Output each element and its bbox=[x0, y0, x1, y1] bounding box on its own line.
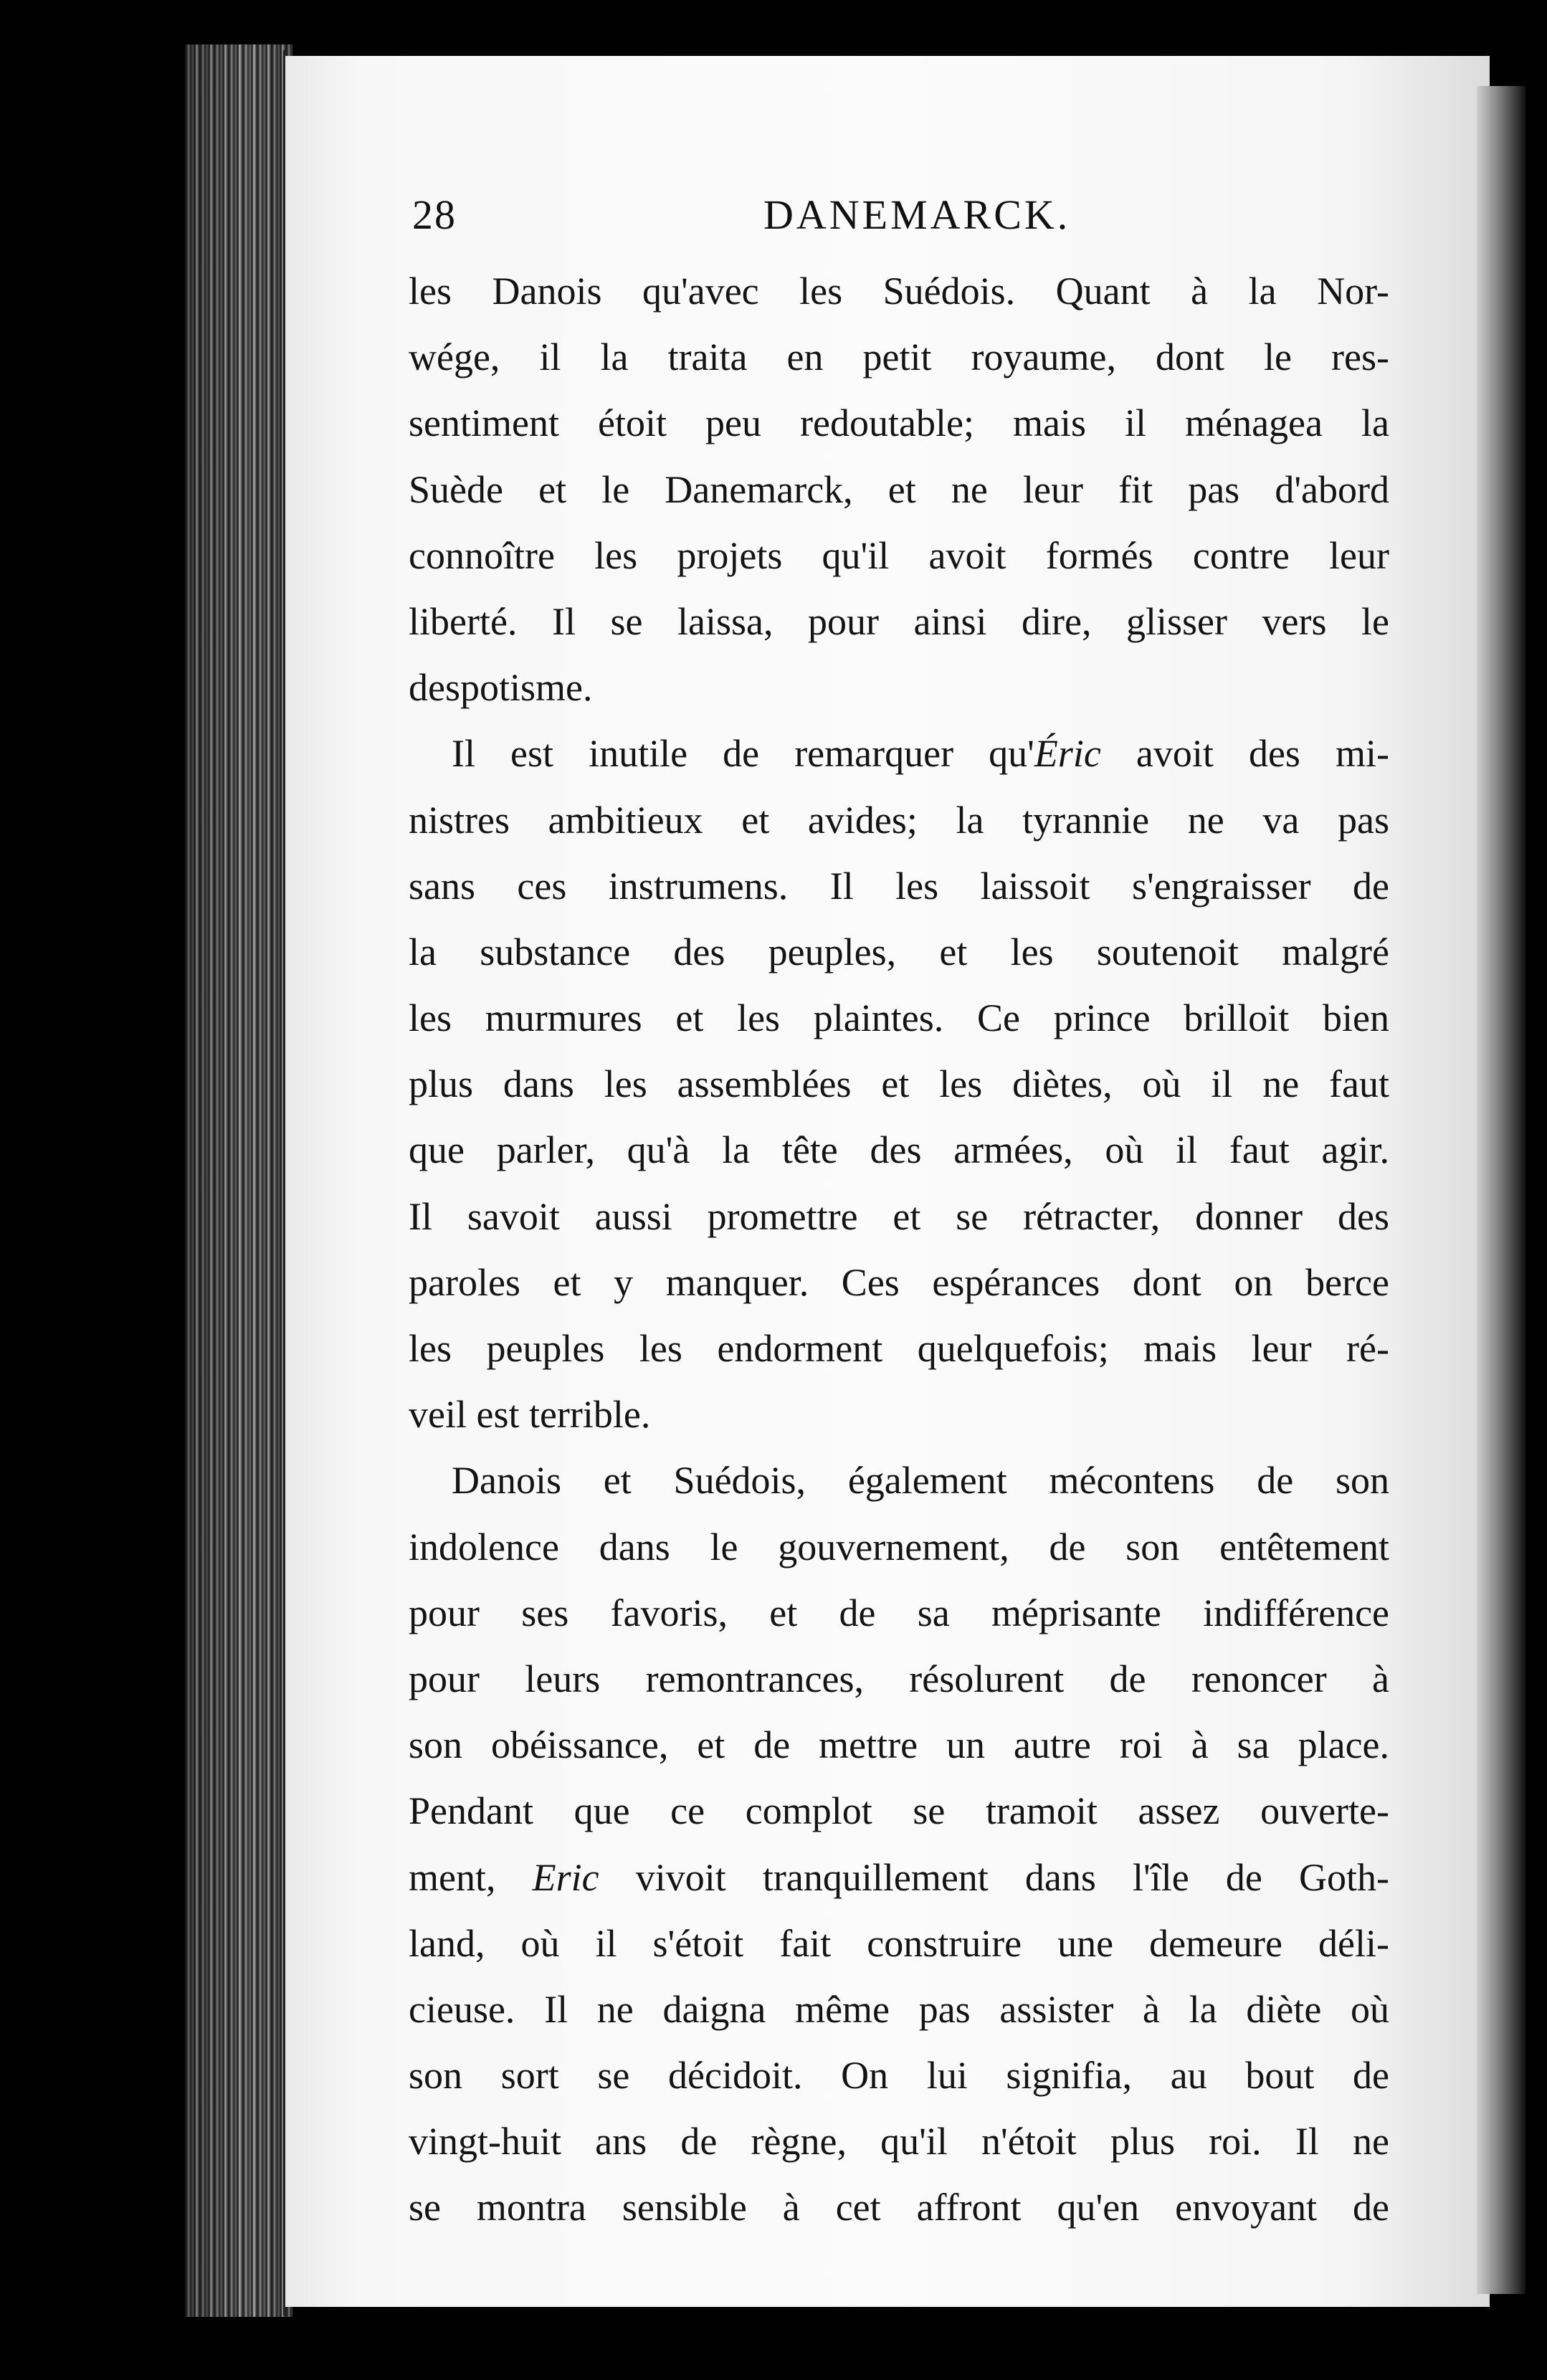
text-line-17: les peuples les endorment quelquefois; mais leur ré- bbox=[409, 1327, 1389, 1370]
text-line-1: les Danois qu'avec les Suédois. Quant à la Nor- bbox=[409, 270, 1389, 313]
page-block-shadow bbox=[185, 44, 292, 2317]
text-line-13: plus dans les assemblées et les diètes, où il ne faut bbox=[409, 1062, 1389, 1106]
page-header bbox=[412, 191, 1387, 248]
text-line-18: veil est terrible. bbox=[409, 1393, 651, 1437]
text-line-3: sentiment étoit peu redoutable; mais il ménagea la bbox=[409, 401, 1389, 445]
text-line-28: son sort se décidoit. On lui signifia, au bout de bbox=[409, 2054, 1389, 2098]
text-line-30: se montra sensible à cet affront qu'en envoyant de bbox=[409, 2186, 1389, 2229]
text-line-7: despotisme. bbox=[409, 666, 593, 710]
text-line-26: land, où il s'étoit fait construire une demeure déli- bbox=[409, 1921, 1389, 1965]
text-line-21: pour ses favoris, et de sa méprisante indifférence bbox=[409, 1591, 1389, 1634]
text-line-5: connoître les projets qu'il avoit formés contre leur bbox=[409, 533, 1389, 577]
text-line-29: vingt-huit ans de règne, qu'il n'étoit plus roi. Il ne bbox=[409, 2120, 1389, 2164]
text-line-24: Pendant que ce complot se tramoit assez ouverte- bbox=[409, 1789, 1389, 1833]
text-line-25 bbox=[409, 1844, 1389, 1910]
text-line-23: son obéissance, et de mettre un autre roi à sa place. bbox=[409, 1723, 1389, 1767]
text-line-8 bbox=[409, 720, 1389, 786]
italic-name-eric: Éric bbox=[1034, 732, 1101, 776]
page-number: 28 bbox=[412, 191, 457, 238]
text-line-25-tail: vivoit tranquillement dans l'île de Goth- bbox=[599, 1855, 1389, 1899]
text-line-14: que parler, qu'à la tête des armées, où il faut agir. bbox=[409, 1128, 1389, 1172]
italic-name-eric: Eric bbox=[532, 1855, 599, 1899]
text-line-8-tail: avoit des mi- bbox=[1100, 732, 1389, 776]
page-curl-right bbox=[1477, 86, 1525, 2294]
text-line-22: pour leurs remontrances, résolurent de renoncer à bbox=[409, 1657, 1389, 1700]
text-line-2: wége, il la traita en petit royaume, dont le res- bbox=[409, 335, 1389, 379]
text-line-4: Suède et le Danemarck, et ne leur fit pas d'abord bbox=[409, 467, 1389, 511]
text-line-20: indolence dans le gouvernement, de son entêtement bbox=[409, 1525, 1389, 1569]
text-line-27: cieuse. Il ne daigna même pas assister à la diète où bbox=[409, 1987, 1389, 2031]
running-head: DANEMARCK. bbox=[763, 191, 1071, 238]
text-line-11: la substance des peuples, et les soutenoit malgré bbox=[409, 930, 1389, 974]
text-line-8-head: Il est inutile de remarquer qu' bbox=[452, 732, 1034, 776]
text-line-16: paroles et y manquer. Ces espérances dont on berce bbox=[409, 1260, 1389, 1304]
text-line-9: nistres ambitieux et avides; la tyrannie ne va pas bbox=[409, 798, 1389, 842]
text-line-6: liberté. Il se laissa, pour ainsi dire, glisser vers le bbox=[409, 599, 1389, 643]
text-line-19: Danois et Suédois, également mécontens de son bbox=[452, 1459, 1389, 1503]
text-line-10: sans ces instrumens. Il les laissoit s'engraisser de bbox=[409, 864, 1389, 908]
text-line-15: Il savoit aussi promettre et se rétracter, donner des bbox=[409, 1194, 1389, 1238]
body-text bbox=[409, 258, 1389, 2241]
text-line-25-head: ment, bbox=[409, 1855, 533, 1899]
text-line-12: les murmures et les plaintes. Ce prince brilloit bien bbox=[409, 996, 1389, 1040]
